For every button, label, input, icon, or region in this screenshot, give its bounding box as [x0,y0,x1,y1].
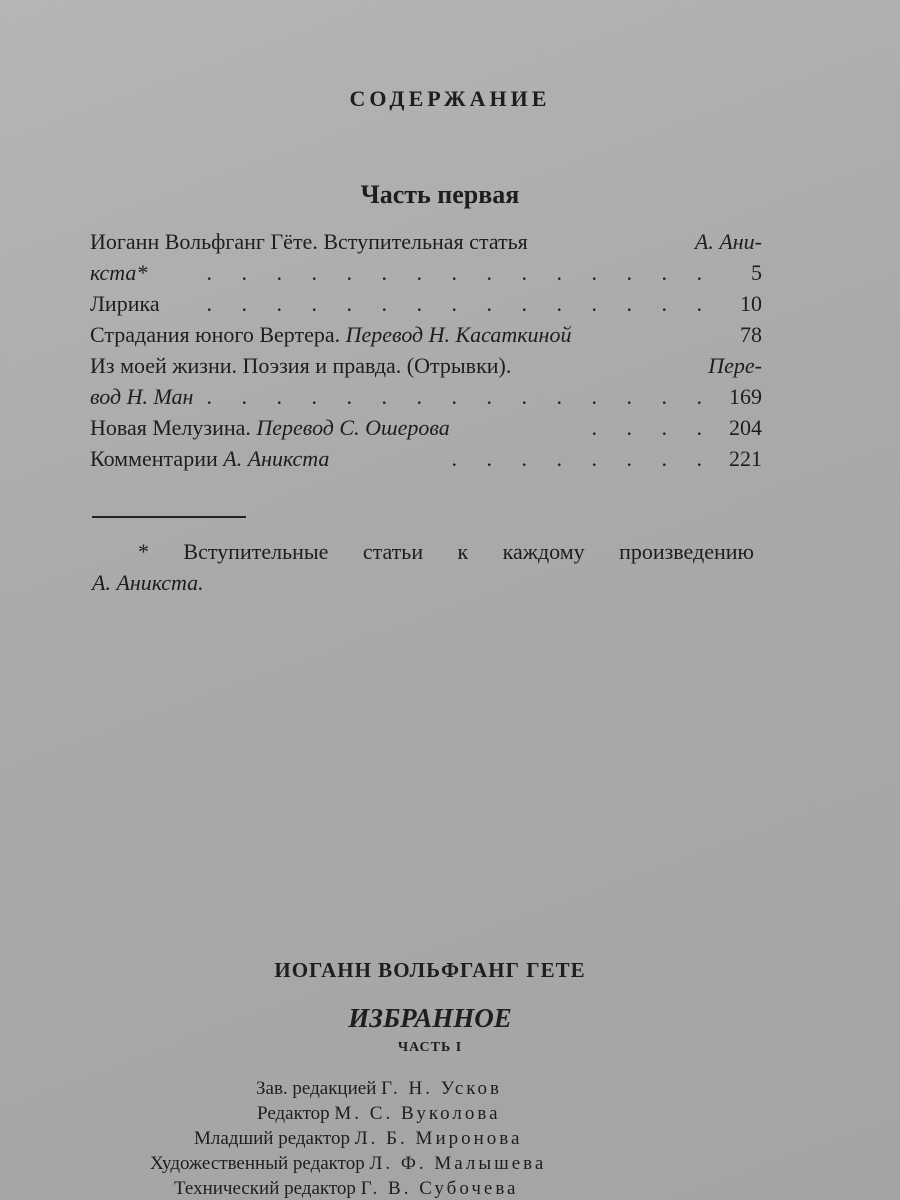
toc-entry-translator-cont: вод Н. Ман [90,384,194,409]
credit-line [0,1176,900,1200]
credit-line [0,1151,900,1176]
credit-role: Зав. редакцией [256,1078,377,1099]
footnote-line [92,536,754,567]
credit-role: Редактор [257,1103,330,1124]
footnote-divider [92,516,246,518]
dot-leader: . . . . . . . . . . . . . . . [206,260,714,285]
footnote-word: каждому [502,539,585,564]
toc-entry-translator: Перевод С. Ошерова [256,415,450,440]
footnote-author: А. Аникста. [92,570,204,595]
imprint [0,958,900,1056]
toc-heading: СОДЕРЖАНИЕ [349,86,551,111]
page-number: 10 [740,291,762,316]
toc-entry-poetry-truth [90,350,762,412]
page-number: 204 [729,415,762,440]
credit-line [0,1126,900,1151]
toc-entry-translator: А. Ани- [694,229,762,254]
credit-name: Г. В. Субочева [360,1178,519,1199]
footnote-word: статьи [362,539,424,564]
credit-line [0,1101,900,1126]
toc-entry-translator: А. Аникста [223,446,330,471]
credit-name: Л. Б. Миронова [354,1128,523,1149]
page-number: 78 [740,322,762,347]
toc-entry-lyrics [90,288,762,319]
toc-entry-title: Иоганн Вольфганг Гёте. Вступительная статья [90,229,528,254]
toc-entry-translator: Перевод Н. Касаткиной [345,322,572,347]
toc-entry-title: Лирика [90,291,160,316]
credits [0,1076,900,1200]
toc-entry-translator-cont: кста* [90,260,148,285]
footnote-word: к [457,539,469,564]
toc-entry-title: Из моей жизни. Поэзия и правда. (Отрывки). [90,353,512,378]
credit-name: М. С. Вуколова [334,1103,501,1124]
table-of-contents [90,226,762,474]
footnote [92,536,754,598]
toc-entry-title: Новая Мелузина. [90,415,251,440]
dot-leader: . . . . . . . . . . . . . . . [206,291,714,316]
credit-name: Г. Н. Усков [381,1078,503,1099]
credit-line [0,1076,900,1101]
toc-entry-title: Комментарии [90,446,218,471]
toc-entry-translator: Пере- [708,353,762,378]
toc-entry-commentary [90,443,762,474]
dot-leader: . . . . . . . . [451,446,714,471]
dot-leader: . . . . [591,415,714,440]
imprint-title: ИЗБРАННОЕ [348,1003,512,1033]
credit-role: Художественный редактор [150,1153,365,1174]
footnote-word: произведению [619,539,754,564]
dot-leader [571,319,720,350]
page-number: 221 [729,446,762,471]
part-heading: Часть первая [360,180,520,209]
imprint-author: ИОГАНН ВОЛЬФГАНГ ГЕТЕ [274,958,586,982]
imprint-part: ЧАСТЬ I [397,1040,463,1055]
dot-leader: . . . . . . . . . . . . . . . [206,384,714,409]
credit-role: Младший редактор [194,1128,351,1149]
page-number: 5 [751,260,762,285]
toc-entry-melusine [90,412,762,443]
credit-name: Л. Ф. Малышева [369,1153,547,1174]
footnote-line [92,567,754,598]
credit-role: Технический редактор [174,1178,356,1199]
toc-entry-title: Страдания юного Вертера. [90,322,341,347]
footnote-word: * [138,539,149,564]
footnote-word: Вступительные [183,539,329,564]
page-number: 169 [729,384,762,409]
toc-entry-werther [90,319,762,350]
toc-entry-intro [90,226,762,288]
